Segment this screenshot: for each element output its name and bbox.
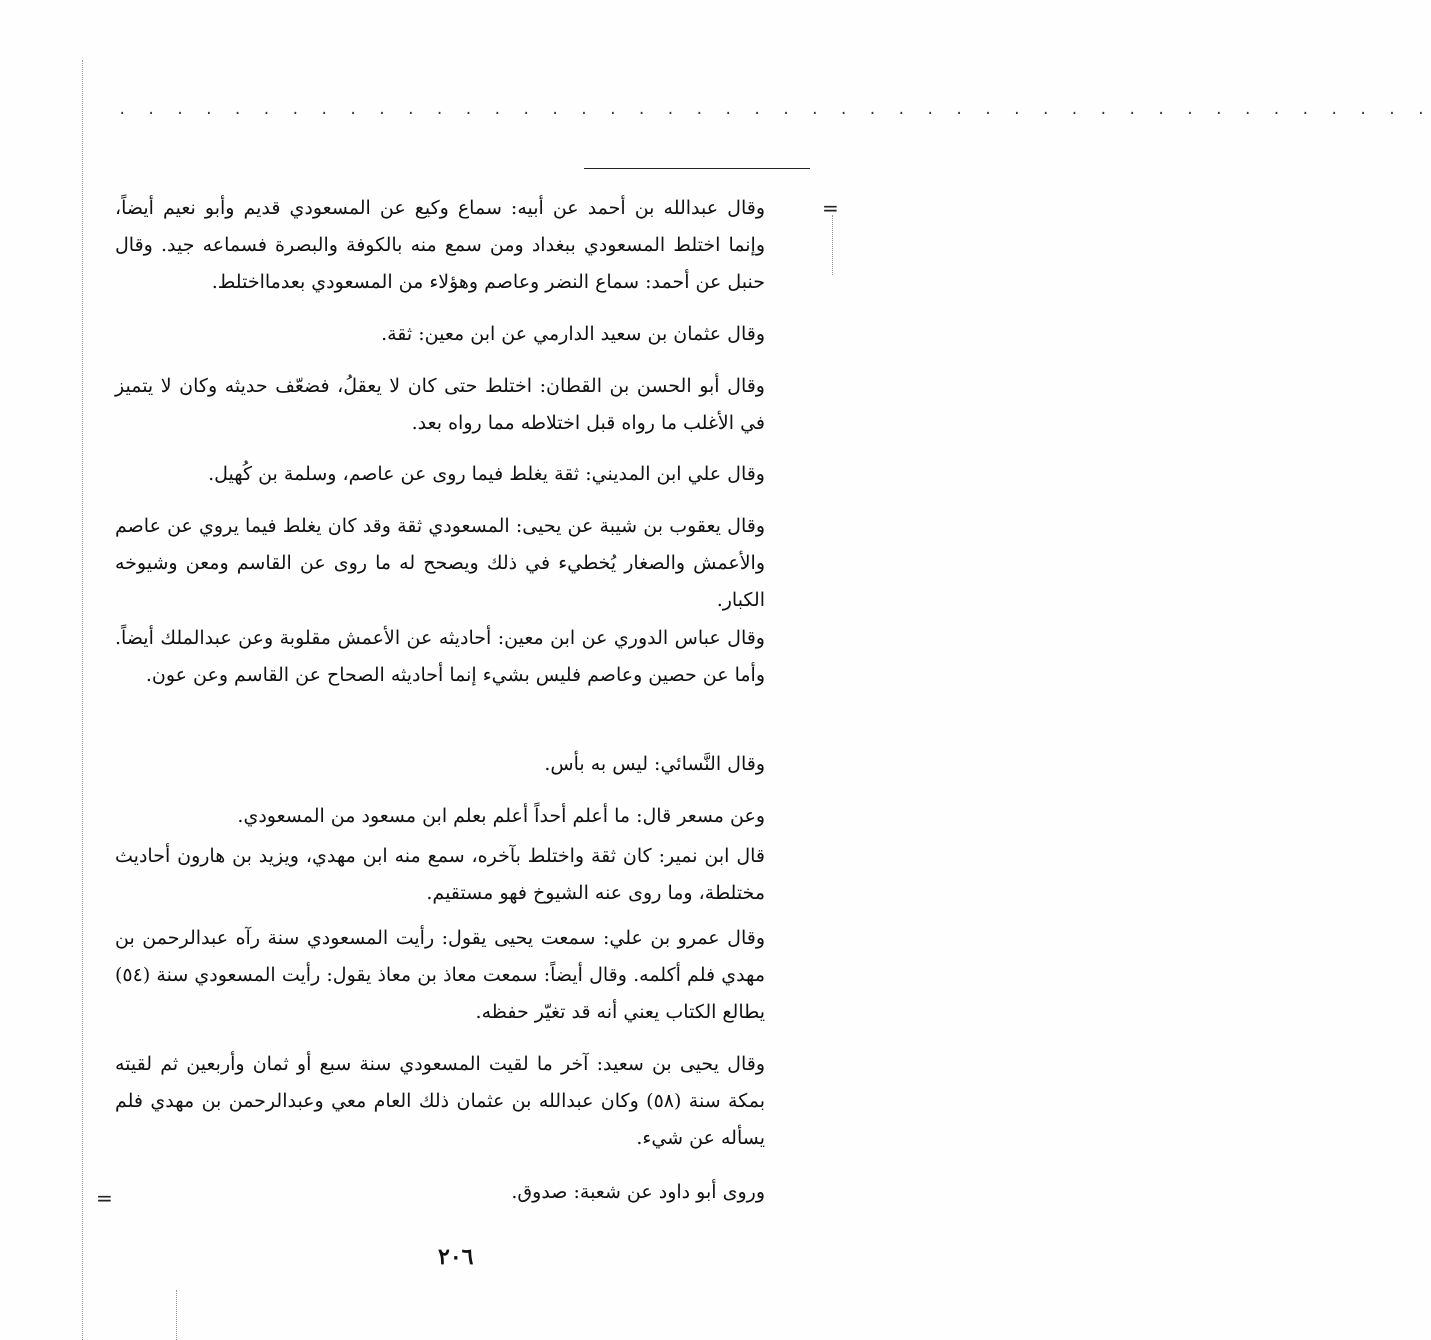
paragraph-6: وقال عباس الدوري عن ابن معين: أحاديثه عن الأعمش مقلوبة وعن عبدالملك أيضاً. وأما عن حصين وعاصم فليس بشيء إنما أحاديثه الصحاح عن القاسم وعن عون. [115,627,765,686]
footnote-rule [584,168,810,169]
paragraph-5: وقال يعقوب بن شيبة عن يحيى: المسعودي ثقة وقد كان يغلط فيما يروي عن عاصم والأعمش والصغار يُخطيء في ذلك ويصحح له ما روى عن القاسم ومعن وشيوخه الكبار. [115,515,765,611]
margin-mark-top: = [822,196,839,220]
paragraph-8: وعن مسعر قال: ما أعلم أحداً أعلم بعلم ابن مسعود من المسعودي. [237,805,765,827]
scan-margin-line-bottom [176,1290,177,1340]
scan-margin-line-right [832,215,833,275]
paragraph-4: وقال علي ابن المديني: ثقة يغلط فيما روى عن عاصم، وسلمة بن كُهيل. [208,463,765,485]
margin-mark-bottom: = [96,1186,113,1210]
scan-margin-line-left [82,60,83,1340]
paragraph-7: وقال النَّسائي: ليس به بأس. [544,753,765,775]
paragraph-2: وقال عثمان بن سعيد الدارمي عن ابن معين: ثقة. [381,323,765,345]
paragraph-9: قال ابن نمير: كان ثقة واختلط بآخره، سمع منه ابن مهدي، ويزيد بن هارون أحاديث مختلطة، وما روى عنه الشيوخ فهو مستقيم. [115,845,765,904]
paragraph-3: وقال أبو الحسن بن القطان: اختلط حتى كان لا يعقلُ، فضعّف حديثه وكان لا يتميز في الأغلب ما رواه قبل اختلاطه مما رواه بعد. [115,375,765,434]
dot-leader: . . . . . . . . . . . . . . . . . . . . . . . . . . . . . . . . . . . . . . . . . . . . . . [118,102,1431,118]
paragraph-12: وروى أبو داود عن شعبة: صدوق. [511,1181,765,1203]
paragraph-10: وقال عمرو بن علي: سمعت يحيى يقول: رأيت المسعودي سنة رآه عبدالرحمن بن مهدي فلم أكلمه. وقال أيضاً: سمعت معاذ بن معاذ يقول: رأيت المسعودي سنة (٥٤) يطالع الكتاب يعني أنه قد تغيّر حفظه. [115,927,765,1023]
paragraph-11: وقال يحيى بن سعيد: آخر ما لقيت المسعودي سنة سبع أو ثمان وأربعين ثم لقيته بمكة سنة (٥٨) وكان عبدالله بن عثمان ذلك العام معي وعبدالرحمن بن مهدي فلم يسأله عن شيء. [115,1053,765,1149]
paragraph-1: وقال عبدالله بن أحمد عن أبيه: سماع وكيع عن المسعودي قديم وأبو نعيم أيضاً، وإنما اختلط المسعودي ببغداد ومن سمع منه بالكوفة والبصرة فسماعه جيد. وقال حنبل عن أحمد: سماع النضر وعاصم وهؤلاء من المسعودي بعدمااختلط. [115,197,765,293]
page-number: ٢٠٦ [438,1244,474,1270]
